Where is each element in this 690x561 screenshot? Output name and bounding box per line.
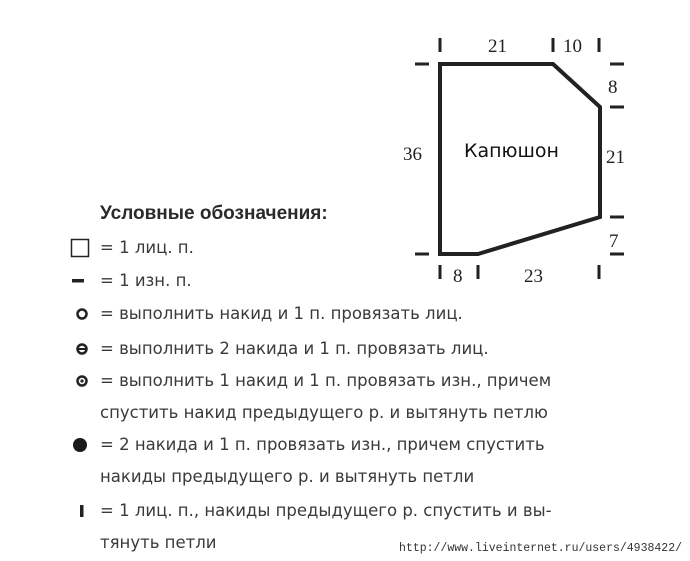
dim-top-right: 10 [563, 36, 582, 57]
circle-with-bar-icon [70, 336, 94, 362]
dim-bottom-right: 23 [524, 266, 543, 287]
vertical-bar-icon [70, 498, 94, 524]
legend-text-drop: = 1 лиц. п., накиды предыдущего р. спустить и вы- [100, 501, 552, 520]
filled-circle-icon [68, 432, 92, 458]
source-url: http://www.liveinternet.ru/users/4938422/ [399, 542, 682, 555]
legend-text-yo-knit: = выполнить накид и 1 п. провязать лиц. [100, 304, 463, 323]
dim-bottom-left: 8 [453, 266, 463, 287]
bottom-ticks [440, 265, 599, 279]
dim-right-middle: 21 [606, 147, 625, 168]
dim-left: 36 [403, 144, 422, 165]
legend-text-2yo-purl: = 2 накида и 1 п. провязать изн., причем спустить [100, 435, 545, 454]
legend-text-knit: = 1 лиц. п. [100, 238, 194, 257]
legend-text-drop-line2: тянуть петли [100, 533, 217, 552]
open-circle-icon [70, 301, 94, 327]
legend-title: Условные обозначения: [100, 203, 328, 224]
legend-text-purl: = 1 изн. п. [100, 271, 192, 290]
dim-right-bottom: 7 [609, 231, 619, 252]
empty-square-icon [68, 235, 92, 261]
horizontal-dash-icon [66, 268, 90, 294]
legend-text-2yo-knit: = выполнить 2 накида и 1 п. провязать лиц. [100, 339, 489, 358]
hood-label: Капюшон [464, 140, 559, 162]
legend-text-yo-purl-line2: спустить накид предыдущего р. и вытянуть петлю [100, 403, 548, 422]
dim-right-top: 8 [608, 77, 618, 98]
circle-with-dot-icon [70, 368, 94, 394]
dim-top-left: 21 [488, 36, 507, 57]
legend-text-2yo-purl-line2: накиды предыдущего р. и вытянуть петли [100, 467, 475, 486]
legend-text-yo-purl: = выполнить 1 накид и 1 п. провязать изн., причем [100, 371, 552, 390]
